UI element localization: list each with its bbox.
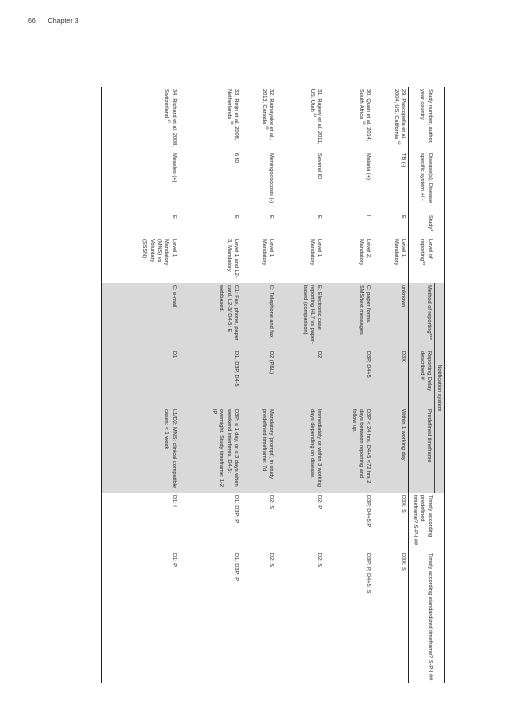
- cell-timely-predefined: D1: I: [170, 495, 177, 507]
- group-header: Notification system: [434, 283, 444, 493]
- col-header-timely-standardized: Timely according standardized timeframe? S-P-I ##: [409, 551, 434, 683]
- cell-disease: 6 ID: [232, 153, 239, 164]
- notification-table: [101, 87, 445, 683]
- cell-timely-standardized: D1: P: [170, 553, 177, 567]
- table-row: [324, 87, 373, 683]
- cell-study: 33. Reijn et al. 2008, Netherlands $^{46}$: [225, 89, 239, 141]
- cell-design: E: [170, 215, 177, 219]
- table-row: [276, 87, 325, 683]
- cell-level: Level 1 Mandatory: [393, 239, 407, 266]
- cell-delay: D2: [276, 349, 325, 407]
- col-header-timeframe: Predefined timeframe: [409, 407, 434, 493]
- cell-disease: Several ID: [316, 153, 323, 180]
- col-header-design: Study*: [409, 213, 434, 237]
- cell-disease: TB (-): [400, 153, 407, 168]
- cell-study: 34. Richard et al. 2008, Switzerland $^{47}$: [163, 89, 177, 147]
- cell-timeframe: D3P < 24 hrs. D4+5 <72 hrs 2 days between reporting and follow up.: [324, 407, 373, 493]
- cell-level: Level 1 Mandatory: [260, 239, 274, 266]
- cell-design: I: [365, 215, 372, 217]
- cell-study: 31. Rajeev et al. 2011, US, Utah $^{44}$: [309, 89, 323, 145]
- cell-timeframe: Mandatory 'prompt', in study predefined timeframe: 7d: [241, 407, 276, 493]
- col-header-delay: Reporting Delay described #: [409, 349, 434, 407]
- cell-design: E: [232, 215, 239, 219]
- cell-disease: Measles (+): [170, 153, 177, 183]
- cell-level: Level 1 Mandatory: [309, 239, 323, 266]
- col-header-study: Study number, author, year country: [409, 87, 434, 151]
- cell-method: C: Telephone and fax: [241, 283, 276, 349]
- cell-design: E: [400, 215, 407, 219]
- cell-level: Level 1 Mandatory (MNS) vs Voluntary (SSSN): [141, 239, 177, 266]
- cell-timeframe: D3P: ≤ 1 day, or ≤ 3 days when weekend interferes. D4-5: overnight. Study timeframe: 1-2 IP: [179, 407, 241, 493]
- cell-timely-standardized: D3X: S: [400, 553, 407, 571]
- cell-disease: Malaria (+): [365, 153, 372, 180]
- cell-design: E: [316, 215, 323, 219]
- cell-timely-predefined: D1, D3P: P: [232, 495, 239, 523]
- column-header-row: [409, 87, 434, 683]
- table-row: [373, 87, 409, 683]
- cell-timeframe: Immediately or within 3 working days depending on disease.: [276, 407, 325, 493]
- cell-timely-predefined: D3X: S: [400, 495, 407, 513]
- cell-level: Level 2, Mandatory: [357, 239, 372, 266]
- cell-timeframe: Within 1 working day: [373, 407, 409, 493]
- cell-study: 29. Pascopella et al. 2004, US, California $^{42}$: [393, 89, 407, 145]
- cell-method: unknown: [373, 283, 409, 349]
- cell-delay: D1: [102, 349, 179, 407]
- page-header: [28, 18, 79, 25]
- cell-method: C: paper forms. SMS/text messages: [324, 283, 373, 349]
- cell-delay: D3P, D4+5: [324, 349, 373, 407]
- cell-timely-predefined: D2: P: [316, 495, 323, 509]
- table-row: [102, 87, 179, 683]
- cell-delay: D3X: [373, 349, 409, 407]
- cell-method: C1: Fax, phone, paper card. L2-3/ D4-5: E webbased.: [179, 283, 241, 349]
- chapter-title: Chapter 3: [47, 18, 79, 25]
- table-row: [241, 87, 276, 683]
- cell-timely-standardized: D2: S: [267, 553, 274, 567]
- cell-method: E: Electronic case reporting HL7 vs paper-based (comparison): [276, 283, 325, 349]
- cell-timeframe: L1/D2: MNS: clinical compatible cases: < 1 week: [102, 407, 179, 493]
- cell-timely-standardized: D2: S: [316, 553, 323, 567]
- cell-timely-predefined: D2: S: [267, 495, 274, 509]
- page-number: 66: [28, 18, 36, 25]
- cell-delay: D1, D3P, D4-5: [179, 349, 241, 407]
- cell-design: E: [267, 215, 274, 219]
- cell-timely-predefined: D3P, D4+5:P: [365, 495, 372, 528]
- cell-timely-standardized: D3P: P, D4+5: S: [365, 553, 372, 594]
- cell-disease: Meningococcosis (-): [267, 153, 274, 204]
- col-header-timely-predefined: Timely according predefined timeframe? S-P-I ##: [409, 493, 434, 551]
- cell-level: Level 1 and L2-3, Mandatory: [225, 239, 239, 278]
- table-row: [179, 87, 241, 683]
- col-header-disease: Disease(s), Disease specific system +/ -: [409, 151, 434, 213]
- cell-delay: D2 (P&L): [241, 349, 276, 407]
- cell-timely-standardized: D1, D3P: P: [232, 553, 239, 581]
- cell-method: C: e-mail: [102, 283, 179, 349]
- cell-study: 32. Ratnayake et al., 2013, Canada $^{45}$: [260, 89, 274, 141]
- col-header-level: Level of reporting**: [409, 237, 434, 283]
- rotated-table-container: [101, 87, 445, 683]
- col-header-method: Method of reporting***: [409, 283, 434, 349]
- cell-study: 30. Quan et al. 2014, South Africa $^{43}$: [357, 89, 372, 142]
- group-header-row: [434, 87, 444, 683]
